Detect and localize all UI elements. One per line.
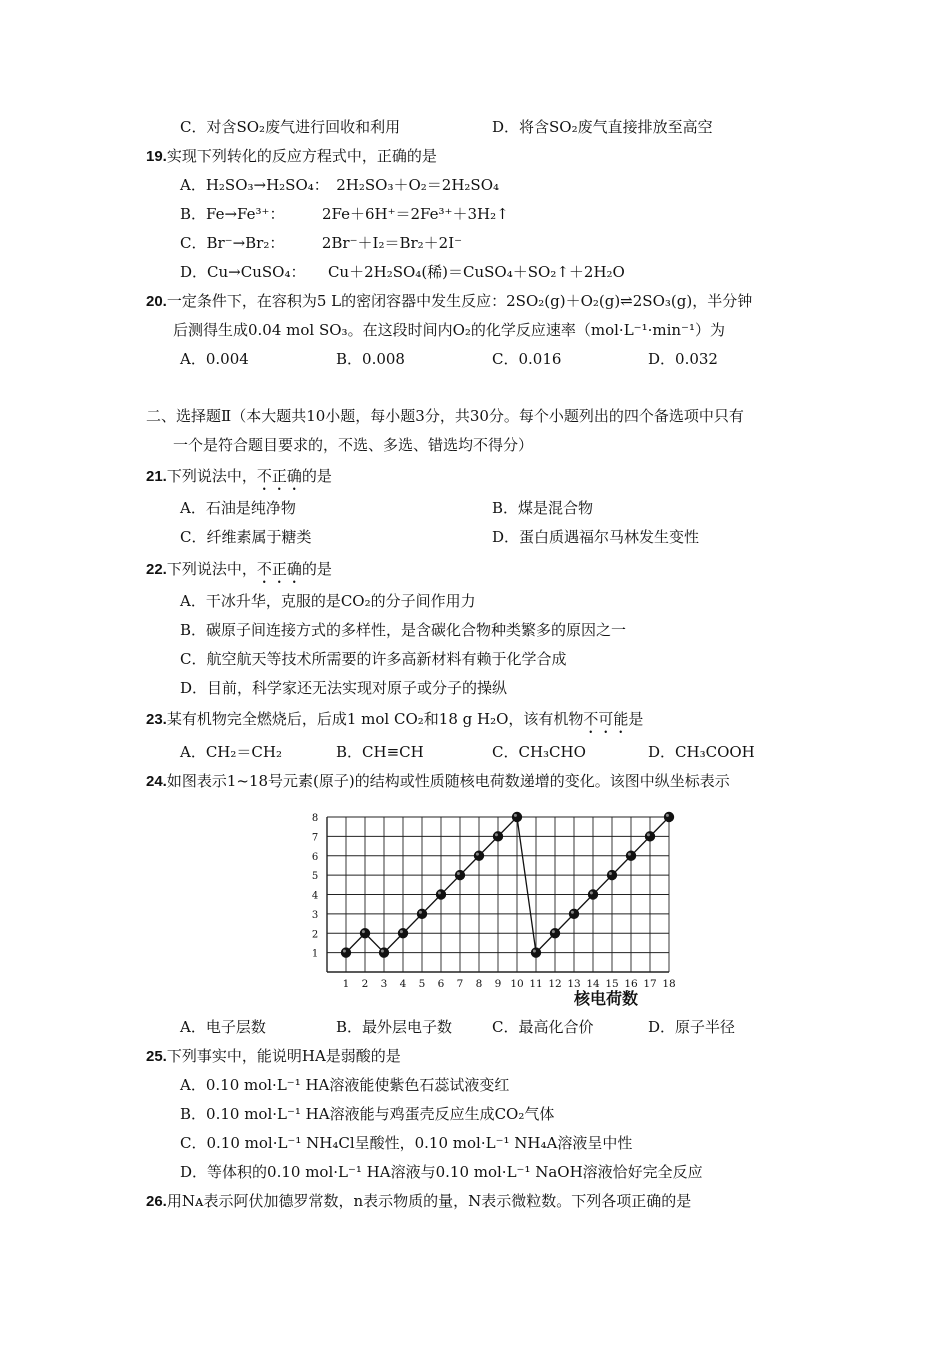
x-tick-label: 16 — [624, 978, 638, 990]
q21-option-a: A．石油是纯净物 — [180, 499, 296, 517]
x-tick-label: 1 — [342, 978, 350, 990]
y-axis-ticks — [312, 813, 318, 960]
y-tick-label: 7 — [311, 832, 319, 844]
data-point — [512, 812, 522, 822]
q19-option-c: C．Br⁻→Br₂： 2Br⁻＋I₂＝Br₂＋2I⁻ — [180, 234, 463, 252]
data-point-highlight — [343, 950, 346, 953]
series-segment — [517, 817, 536, 953]
q23-option-b: B．CH≡CH — [336, 743, 424, 761]
question-number: 23. — [146, 711, 167, 728]
data-point-highlight — [381, 950, 384, 953]
y-tick-label: 3 — [311, 909, 319, 921]
data-point-highlight — [514, 814, 517, 817]
q25-option-d: D．等体积的0.10 mol·L⁻¹ HA溶液与0.10 mol·L⁻¹ NaOH溶液恰好完全反应 — [180, 1163, 703, 1181]
data-point-highlight — [438, 891, 441, 894]
q18-option-d: D．将含SO₂废气直接排放至高空 — [492, 118, 713, 136]
question-number: 22. — [146, 561, 167, 578]
question-21-stem — [146, 466, 332, 494]
q20-option-a: A．0.004 — [180, 350, 249, 368]
data-point — [417, 909, 427, 919]
x-tick-label: 18 — [662, 978, 676, 990]
question-25-stem — [146, 1046, 401, 1067]
y-tick-label: 8 — [311, 813, 319, 824]
data-point-highlight — [647, 833, 650, 836]
y-tick-label: 4 — [311, 890, 319, 902]
question-19-stem — [146, 146, 437, 167]
question-20-stem-line1 — [146, 291, 752, 312]
question-number: 25. — [146, 1048, 167, 1065]
q19-option-b: B．Fe→Fe³⁺： 2Fe＋6H⁺＝2Fe³⁺＋3H₂↑ — [180, 205, 509, 223]
series-points — [341, 812, 674, 958]
stem-text: 是 — [628, 710, 644, 728]
data-point — [455, 870, 465, 880]
data-point — [360, 928, 370, 938]
q19-option-a: A．H₂SO₃→H₂SO₄： 2H₂SO₃＋O₂＝2H₂SO₄ — [180, 176, 500, 194]
y-tick-label: 5 — [311, 871, 319, 883]
q23-option-a: A．CH₂＝CH₂ — [180, 743, 282, 761]
data-point-highlight — [362, 930, 365, 933]
q25-option-a: A．0.10 mol·L⁻¹ HA溶液能使紫色石蕊试液变红 — [180, 1076, 510, 1094]
question-number: 24. — [146, 773, 167, 790]
q22-option-b: B．碳原子间连接方式的多样性，是含碳化合物种类繁多的原因之一 — [180, 621, 627, 639]
stem-text: 下列说法中， — [166, 560, 257, 578]
stem-text: 的是 — [301, 467, 332, 485]
q23-option-c: C．CH₃CHO — [492, 743, 586, 761]
x-tick-label: 7 — [456, 978, 464, 990]
series-lines — [346, 817, 669, 953]
data-point — [569, 909, 579, 919]
data-point — [398, 928, 408, 938]
q21-option-c: C．纤维素属于糖类 — [180, 528, 312, 546]
data-point — [474, 851, 484, 861]
q20-option-c: C．0.016 — [492, 350, 562, 368]
stem-text: 的是 — [301, 560, 332, 578]
section-2-heading-line1: 二、选择题Ⅱ（本大题共10小题，每小题3分，共30分。每个小题列出的四个备选项中只有 — [146, 407, 744, 425]
data-point — [664, 812, 674, 822]
stem-text: 一定条件下，在容积为5 L的密闭容器中发生反应：2SO₂(g)＋O₂(g)⇌2SO₃(g)，半分钟 — [166, 292, 753, 310]
x-tick-label: 8 — [475, 978, 483, 990]
question-24-stem — [146, 771, 730, 792]
q22-option-c: C．航空航天等技术所需要的许多高新材料有赖于化学合成 — [180, 650, 567, 668]
q20-option-d: D．0.032 — [648, 350, 718, 368]
question-number: 26. — [146, 1193, 167, 1210]
q20-option-b: B．0.008 — [336, 350, 405, 368]
data-point — [341, 947, 351, 957]
data-point-highlight — [552, 930, 555, 933]
x-tick-label: 11 — [529, 978, 543, 990]
stem-text: 某有机物完全燃烧后，后成1 mol CO₂和18 g H₂O，该有机物 — [166, 710, 584, 728]
x-tick-label: 13 — [567, 978, 581, 990]
data-point-highlight — [400, 930, 403, 933]
data-point-highlight — [590, 891, 593, 894]
stem-text: 如图表示1~18号元素(原子)的结构或性质随核电荷数递增的变化。该图中纵坐标表示 — [166, 772, 730, 790]
q22-option-a: A．干冰升华，克服的是CO₂的分子间作用力 — [180, 592, 476, 610]
x-tick-label: 15 — [605, 978, 619, 990]
x-tick-label: 10 — [510, 978, 524, 990]
question-number: 19. — [146, 148, 167, 165]
x-axis-label: 核电荷数 — [573, 989, 639, 1008]
stem-text: 下列说法中， — [166, 467, 257, 485]
q25-option-c: C．0.10 mol·L⁻¹ NH₄Cl呈酸性，0.10 mol·L⁻¹ NH₄A溶液呈中性 — [180, 1134, 633, 1152]
question-26-stem — [146, 1191, 691, 1212]
q18-option-c: C．对含SO₂废气进行回收和利用 — [180, 118, 401, 136]
q24-option-d: D．原子半径 — [648, 1018, 736, 1036]
q21-option-d: D．蛋白质遇福尔马林发生变性 — [492, 528, 700, 546]
data-point — [493, 831, 503, 841]
data-point-highlight — [419, 911, 422, 914]
x-tick-label: 9 — [494, 978, 502, 990]
data-point-highlight — [533, 950, 536, 953]
question-number: 21. — [146, 468, 167, 485]
q24-option-c: C．最高化合价 — [492, 1018, 594, 1036]
data-point — [588, 889, 598, 899]
data-point-highlight — [666, 814, 669, 817]
x-tick-label: 17 — [643, 978, 657, 990]
question-20-stem-line2: 后测得生成0.04 mol SO₃。在这段时间内O₂的化学反应速率（mol·L⁻¹·min⁻¹）为 — [173, 321, 725, 339]
q19-option-d: D．Cu→CuSO₄： Cu＋2H₂SO₄(稀)＝CuSO₄＋SO₂↑＋2H₂O — [180, 263, 625, 281]
q23-option-d: D．CH₃COOH — [648, 743, 755, 761]
x-tick-label: 6 — [437, 978, 445, 990]
x-tick-label: 4 — [399, 978, 407, 990]
q24-option-b: B．最外层电子数 — [336, 1018, 453, 1036]
q21-option-b: B．煤是混合物 — [492, 499, 594, 517]
x-tick-label: 5 — [418, 978, 426, 990]
y-tick-label: 6 — [311, 851, 319, 863]
q22-option-d: D．目前，科学家还无法实现对原子或分子的操纵 — [180, 679, 508, 697]
stem-text: 实现下列转化的反应方程式中，正确的是 — [166, 147, 437, 165]
data-point — [436, 889, 446, 899]
x-tick-label: 12 — [548, 978, 562, 990]
data-point-highlight — [609, 872, 612, 875]
x-tick-label: 14 — [586, 978, 600, 990]
x-tick-label: 3 — [380, 978, 388, 990]
q25-option-b: B．0.10 mol·L⁻¹ HA溶液能与鸡蛋壳反应生成CO₂气体 — [180, 1105, 555, 1123]
q24-option-a: A．电子层数 — [180, 1018, 266, 1036]
data-point — [379, 947, 389, 957]
data-point-highlight — [457, 872, 460, 875]
stem-text: 下列事实中，能说明HA是弱酸的是 — [166, 1047, 401, 1065]
data-point — [607, 870, 617, 880]
electron-chart — [300, 800, 680, 1015]
stem-text: 用Nᴀ表示阿伏加德罗常数，n表示物质的量，N表示微粒数。下列各项正确的是 — [166, 1192, 692, 1210]
data-point-highlight — [628, 853, 631, 856]
question-23-stem — [146, 709, 643, 737]
y-tick-label: 1 — [311, 948, 319, 960]
x-tick-label: 2 — [361, 978, 369, 990]
y-tick-label: 2 — [311, 929, 319, 941]
data-point — [550, 928, 560, 938]
data-point — [531, 947, 541, 957]
data-point-highlight — [476, 853, 479, 856]
emphasis-text: 不正确 — [256, 467, 302, 485]
emphasis-text: 不可能 — [583, 710, 629, 728]
data-point-highlight — [571, 911, 574, 914]
question-22-stem — [146, 559, 332, 587]
data-point-highlight — [495, 833, 498, 836]
data-point — [626, 851, 636, 861]
emphasis-text: 不正确 — [256, 560, 302, 578]
data-point — [645, 831, 655, 841]
question-number: 20. — [146, 293, 167, 310]
section-2-heading-line2: 一个是符合题目要求的，不选、多选、错选均不得分） — [173, 436, 534, 454]
